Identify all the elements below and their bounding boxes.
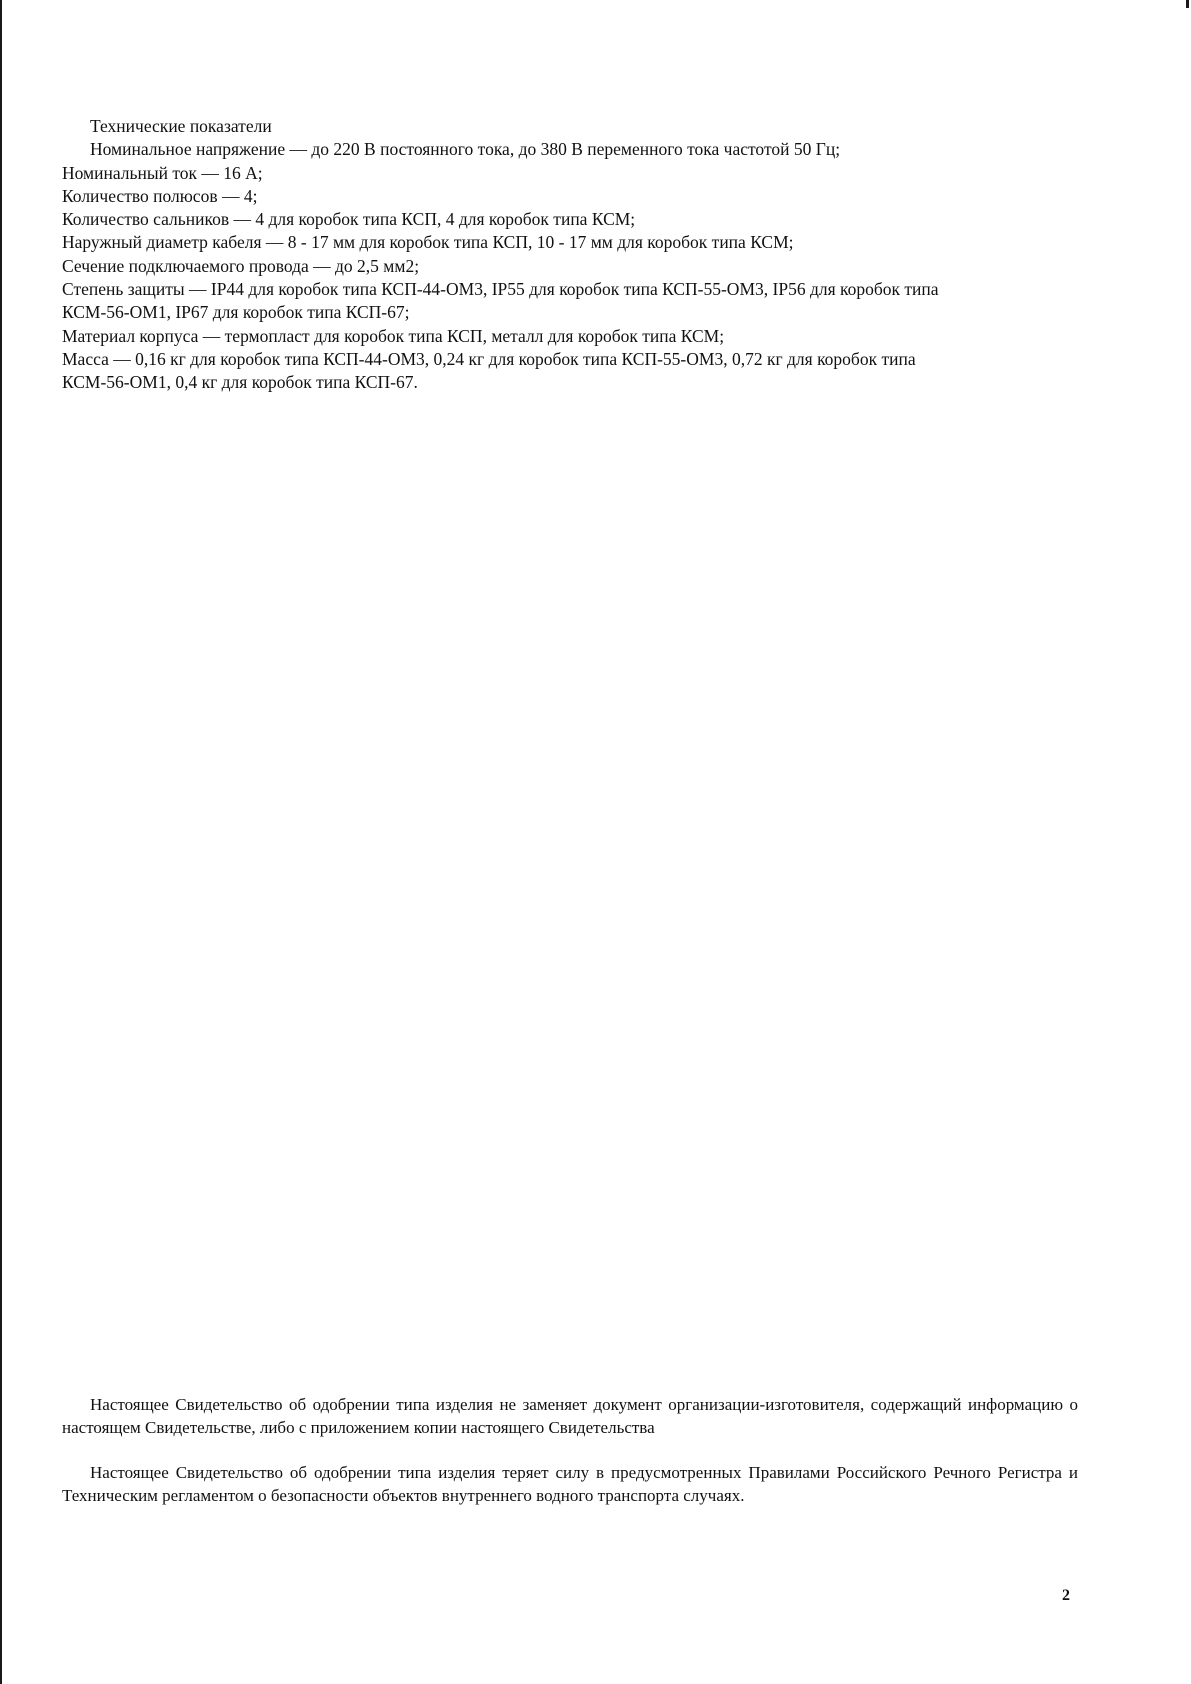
- note-paragraph-1: Настоящее Свидетельство об одобрении типа изделия не заменяет документ организации-изготовителя, содержащий информацию о настоящем Свидетельстве, либо с приложением копии настоящего Свидетельства: [62, 1395, 1078, 1437]
- technical-specifications: [62, 115, 1122, 395]
- spec-line-material: Материал корпуса — термопласт для коробок типа КСП, металл для коробок типа КСМ;: [62, 325, 725, 346]
- note-paragraph-2: Настоящее Свидетельство об одобрении типа изделия теряет силу в предусмотренных Правилами Российского Речного Регистра и Техническим регламентом о безопасности объектов внутреннего водного транспорта случаях.: [62, 1463, 1078, 1505]
- spec-line-current: Номинальный ток — 16 А;: [62, 162, 263, 183]
- spec-line-protection: Степень защиты — IP44 для коробок типа КСП-44-ОМ3, IP55 для коробок типа КСП-55-ОМ3, IP56 для коробок типа: [62, 279, 939, 300]
- spec-line-mass: Масса — 0,16 кг для коробок типа КСП-44-ОМ3, 0,24 кг для коробок типа КСП-55-ОМ3, 0,72 кг для коробок типа: [62, 348, 916, 369]
- spec-line-glands: Количество сальников — 4 для коробок типа КСП, 4 для коробок типа КСМ;: [62, 209, 636, 230]
- scan-edge-left: [0, 0, 2, 1684]
- spec-line-protection-cont: КСМ-56-ОМ1, IP67 для коробок типа КСП-67;: [62, 302, 410, 323]
- spec-line-poles: Количество полюсов — 4;: [62, 185, 258, 206]
- spec-line-voltage: Номинальное напряжение — до 220 В постоянного тока, до 380 В переменного тока частотой 50 Гц;: [90, 139, 841, 160]
- spec-line-mass-cont: КСМ-56-ОМ1, 0,4 кг для коробок типа КСП-67.: [62, 372, 418, 393]
- spec-line-wire-section: Сечение подключаемого провода — до 2,5 мм2;: [62, 255, 420, 276]
- scan-mark: [1186, 0, 1189, 8]
- spec-line-cable-diameter: Наружный диаметр кабеля — 8 - 17 мм для коробок типа КСП, 10 - 17 мм для коробок типа КСМ;: [62, 232, 794, 253]
- technical-heading: Технические показатели: [90, 116, 272, 136]
- certificate-notes: [62, 1393, 1078, 1529]
- page-number: 2: [1062, 1587, 1070, 1604]
